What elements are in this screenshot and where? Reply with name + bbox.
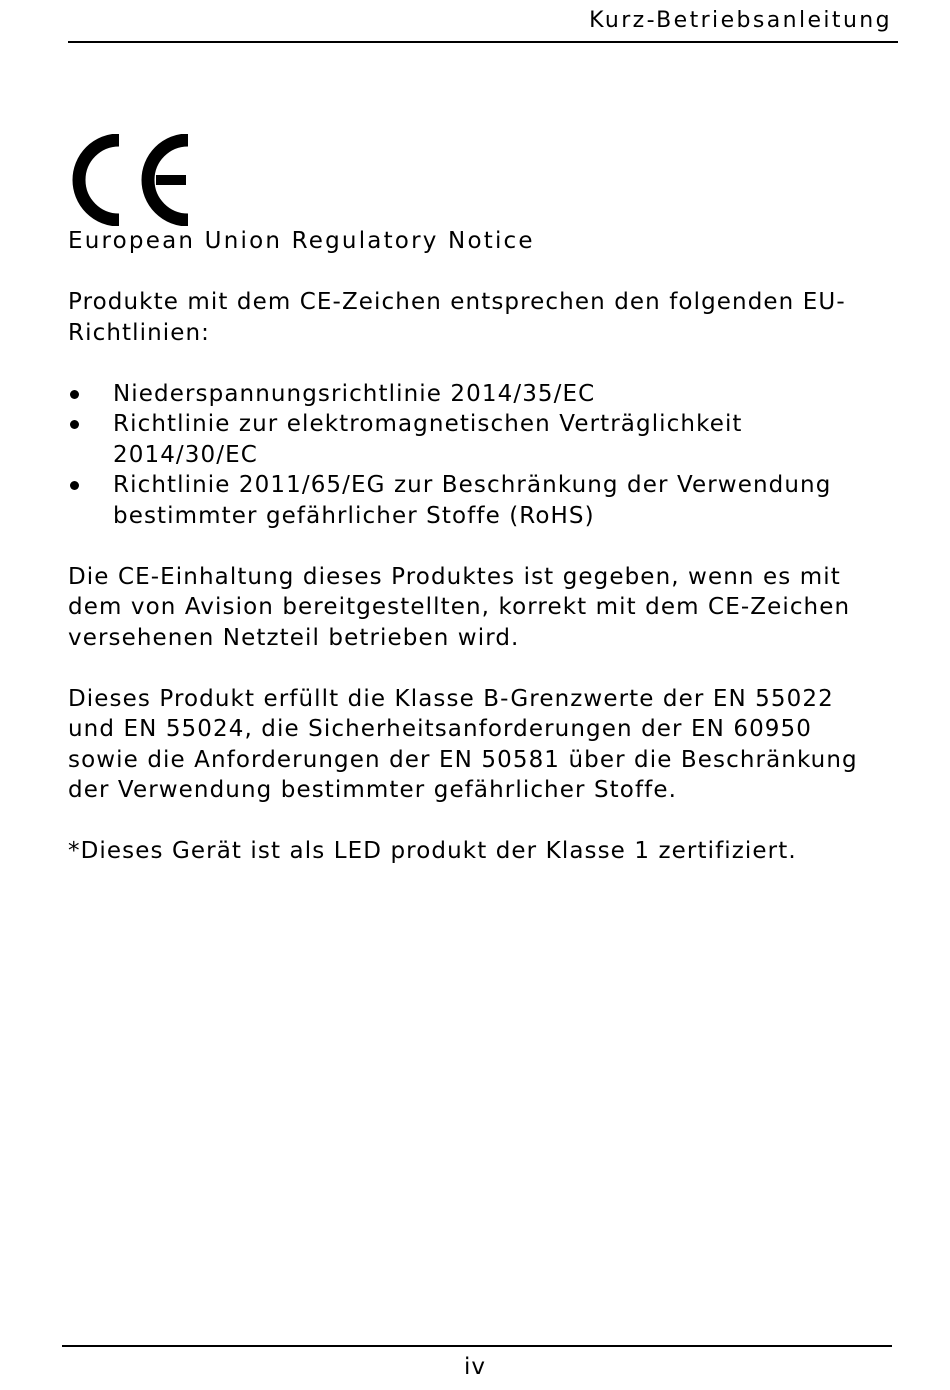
standards-paragraph xyxy=(68,684,888,806)
bullet-icon xyxy=(70,420,79,429)
running-header-title: Kurz-Betriebsanleitung xyxy=(589,8,892,33)
directive-line: bestimmter gefährlicher Stoffe (RoHS) xyxy=(113,502,595,529)
directive-item xyxy=(68,470,888,531)
directive-item xyxy=(68,379,888,410)
directive-list xyxy=(68,379,888,532)
ce-mark-letter-c xyxy=(79,140,119,220)
page-number: iv xyxy=(463,1354,486,1380)
directive-line: Richtlinie zur elektromagnetischen Verträglichkeit xyxy=(113,411,743,437)
directive-item xyxy=(68,409,888,470)
directive-line: Richtlinie 2011/65/EG zur Beschränkung der Verwendung xyxy=(113,472,832,498)
bullet-icon xyxy=(70,390,79,399)
intro-line: Richtlinien: xyxy=(68,319,211,346)
intro-paragraph xyxy=(68,287,888,348)
compliance-line: dem von Avision bereitgestellten, korrekt mit dem CE-Zeichen xyxy=(68,594,851,620)
directive-line: Niederspannungsrichtlinie 2014/35/EC xyxy=(113,380,596,407)
footer-divider xyxy=(62,1345,892,1347)
compliance-line: versehenen Netzteil betrieben wird. xyxy=(68,624,520,651)
standards-line: sowie die Anforderungen der EN 50581 über die Beschränkung xyxy=(68,746,858,773)
ce-mark-logo xyxy=(66,134,194,226)
regulatory-notice-body xyxy=(68,224,888,867)
standards-line: und EN 55024, die Sicherheitsanforderungen der EN 60950 xyxy=(68,716,813,742)
directive-line: 2014/30/EC xyxy=(113,441,258,468)
compliance-paragraph xyxy=(68,562,888,654)
notice-title: European Union Regulatory Notice xyxy=(68,228,535,254)
standards-line: Dieses Produkt erfüllt die Klasse B-Grenzwerte der EN 55022 xyxy=(68,685,834,712)
led-note: *Dieses Gerät ist als LED produkt der Klasse 1 zertifiziert. xyxy=(68,838,797,864)
intro-line: Produkte mit dem CE-Zeichen entsprechen den folgenden EU- xyxy=(68,289,846,315)
ce-mark-letter-e-bar xyxy=(156,175,186,185)
standards-line: der Verwendung bestimmter gefährlicher Stoffe. xyxy=(68,777,678,803)
header-divider xyxy=(68,41,898,43)
bullet-icon xyxy=(70,481,79,490)
compliance-line: Die CE-Einhaltung dieses Produktes ist gegeben, wenn es mit xyxy=(68,563,841,590)
